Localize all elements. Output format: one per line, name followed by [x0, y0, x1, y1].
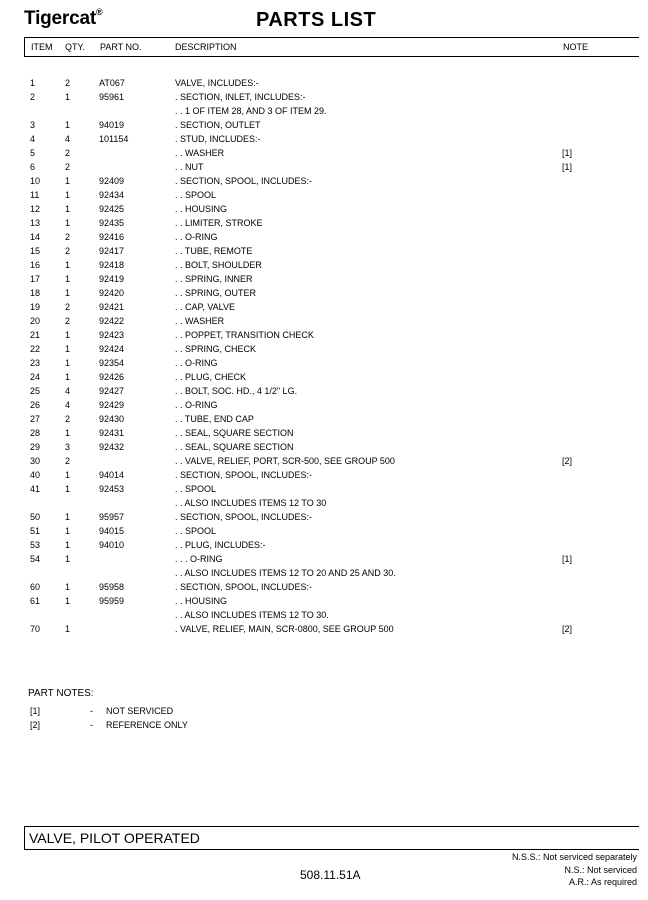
row-description: . . WASHER — [175, 316, 225, 326]
row-item: 18 — [30, 288, 41, 298]
table-row — [0, 370, 648, 384]
table-row — [0, 300, 648, 314]
row-description: . . SPRING, OUTER — [175, 288, 257, 298]
row-item: 23 — [30, 358, 41, 368]
row-qty: 1 — [65, 274, 71, 284]
row-description: . SECTION, SPOOL, INCLUDES:- — [175, 470, 313, 480]
legend-line: N.S.S.: Not serviced separately — [511, 852, 637, 862]
row-description: . . 1 OF ITEM 28, AND 3 OF ITEM 29. — [175, 106, 327, 116]
row-item: 10 — [30, 176, 41, 186]
row-description: . . TUBE, END CAP — [175, 414, 254, 424]
table-row — [0, 258, 648, 272]
row-qty: 1 — [65, 582, 71, 592]
table-row — [0, 314, 648, 328]
row-item: 16 — [30, 260, 41, 270]
row-part-no: 92424 — [99, 344, 125, 354]
row-description: . . VALVE, RELIEF, PORT, SCR-500, SEE GROUP 500 — [175, 456, 395, 466]
row-part-no: 94019 — [99, 120, 125, 130]
row-qty: 3 — [65, 442, 71, 452]
row-description: . . PLUG, CHECK — [175, 372, 247, 382]
row-item: 3 — [30, 120, 36, 130]
table-row — [0, 132, 648, 146]
legend-line: N.S.: Not serviced — [564, 864, 637, 875]
row-part-no: 92421 — [99, 302, 125, 312]
part-note-text: REFERENCE ONLY — [106, 720, 188, 730]
row-qty: 1 — [65, 190, 71, 200]
row-qty: 4 — [65, 400, 71, 410]
row-description: . . WASHER — [175, 148, 225, 158]
row-part-no: 92354 — [99, 358, 125, 368]
part-note-code: [1] — [30, 706, 41, 716]
row-qty: 4 — [65, 134, 71, 144]
brand-name: Tigercat — [24, 8, 96, 29]
part-note-dash: - — [90, 720, 93, 730]
table-row — [0, 90, 648, 104]
table-row — [0, 118, 648, 132]
row-qty: 1 — [65, 554, 71, 564]
row-item: 27 — [30, 414, 41, 424]
row-description: . . POPPET, TRANSITION CHECK — [175, 330, 314, 340]
row-qty: 2 — [65, 162, 71, 172]
table-row — [0, 328, 648, 342]
table-row — [0, 468, 648, 482]
row-description: . . SPRING, INNER — [175, 274, 253, 284]
row-part-no: 95961 — [99, 92, 125, 102]
row-qty: 1 — [65, 218, 71, 228]
abbreviation-legend — [512, 851, 637, 889]
row-qty: 1 — [65, 470, 71, 480]
row-description: . STUD, INCLUDES:- — [175, 134, 261, 144]
table-row — [0, 202, 648, 216]
row-part-no: 92432 — [99, 442, 125, 452]
row-qty: 2 — [65, 414, 71, 424]
row-description: . . O-RING — [175, 400, 218, 410]
row-qty: 1 — [65, 288, 71, 298]
row-qty: 1 — [65, 596, 71, 606]
registered-mark: ® — [95, 7, 103, 17]
table-row — [0, 440, 648, 454]
row-qty: 2 — [65, 302, 71, 312]
row-item: 25 — [30, 386, 41, 396]
row-item: 21 — [30, 330, 41, 340]
table-row — [0, 244, 648, 258]
row-description: . . SPOOL — [175, 190, 217, 200]
table-row — [0, 174, 648, 188]
row-description: . . SEAL, SQUARE SECTION — [175, 442, 294, 452]
row-item: 12 — [30, 204, 41, 214]
row-item: 15 — [30, 246, 41, 256]
row-item: 22 — [30, 344, 41, 354]
row-qty: 2 — [65, 232, 71, 242]
row-part-no: 95957 — [99, 512, 125, 522]
row-description: . SECTION, SPOOL, INCLUDES:- — [175, 582, 313, 592]
row-item: 20 — [30, 316, 41, 326]
column-header-note: NOTE — [563, 42, 589, 52]
row-description: . . . O-RING — [175, 554, 223, 564]
row-part-no: 92429 — [99, 400, 125, 410]
row-qty: 1 — [65, 372, 71, 382]
row-qty: 1 — [65, 330, 71, 340]
row-part-no: 92434 — [99, 190, 125, 200]
row-item: 1 — [30, 78, 36, 88]
row-item: 60 — [30, 582, 41, 592]
row-item: 41 — [30, 484, 41, 494]
column-header-part-no: PART NO. — [100, 42, 142, 52]
row-item: 70 — [30, 624, 41, 634]
row-note: [1] — [562, 554, 573, 564]
row-part-no: 92425 — [99, 204, 125, 214]
row-item: 5 — [30, 148, 36, 158]
part-notes-title: PART NOTES: — [28, 688, 94, 699]
table-row — [0, 594, 648, 608]
row-item: 19 — [30, 302, 41, 312]
page-title: PARTS LIST — [256, 9, 377, 31]
table-row — [0, 426, 648, 440]
legend-line: A.R.: As required — [568, 877, 637, 887]
row-description: . SECTION, SPOOL, INCLUDES:- — [175, 512, 313, 522]
table-row — [0, 580, 648, 594]
table-row — [0, 454, 648, 468]
row-item: 24 — [30, 372, 41, 382]
row-item: 50 — [30, 512, 41, 522]
table-row — [0, 524, 648, 538]
row-item: 14 — [30, 232, 41, 242]
row-description: . . O-RING — [175, 358, 218, 368]
row-part-no: 92420 — [99, 288, 125, 298]
table-row — [0, 608, 648, 622]
row-item: 11 — [30, 190, 40, 200]
row-item: 53 — [30, 540, 41, 550]
row-description: . . BOLT, SOC. HD., 4 1/2" LG. — [175, 386, 298, 396]
document-number: 508.11.51A — [300, 868, 361, 882]
part-note-dash: - — [90, 706, 93, 716]
row-part-no: 92417 — [99, 246, 125, 256]
row-part-no: 92419 — [99, 274, 125, 284]
row-item: 28 — [30, 428, 41, 438]
row-part-no: 92423 — [99, 330, 125, 340]
row-description: . . HOUSING — [175, 596, 228, 606]
table-row — [0, 188, 648, 202]
row-part-no: 94010 — [99, 540, 125, 550]
assembly-title: VALVE, PILOT OPERATED — [29, 830, 200, 846]
row-qty: 2 — [65, 456, 71, 466]
row-note: [2] — [562, 456, 573, 466]
row-part-no: 94015 — [99, 526, 125, 536]
row-item: 61 — [30, 596, 41, 606]
row-qty: 1 — [65, 176, 71, 186]
table-row — [0, 552, 648, 566]
row-item: 4 — [30, 134, 36, 144]
table-row — [0, 622, 648, 636]
row-qty: 1 — [65, 512, 71, 522]
table-row — [0, 160, 648, 174]
table-row — [0, 412, 648, 426]
table-row — [0, 566, 648, 580]
table-row — [0, 104, 648, 118]
row-note: [1] — [562, 148, 573, 158]
row-qty: 1 — [65, 344, 71, 354]
row-item: 51 — [30, 526, 41, 536]
row-qty: 1 — [65, 526, 71, 536]
row-description: . . CAP, VALVE — [175, 302, 236, 312]
part-note-code: [2] — [30, 720, 41, 730]
row-part-no: 92418 — [99, 260, 125, 270]
row-item: 17 — [30, 274, 41, 284]
row-description: . . BOLT, SHOULDER — [175, 260, 262, 270]
row-part-no: 92427 — [99, 386, 125, 396]
row-item: 30 — [30, 456, 41, 466]
row-description: . . ALSO INCLUDES ITEMS 12 TO 30. — [175, 610, 329, 620]
row-qty: 2 — [65, 148, 71, 158]
row-qty: 1 — [65, 92, 71, 102]
row-part-no: 92426 — [99, 372, 125, 382]
row-qty: 2 — [65, 246, 71, 256]
column-header-description: DESCRIPTION — [175, 42, 237, 52]
table-row — [0, 482, 648, 496]
table-row — [0, 510, 648, 524]
row-part-no: 92431 — [99, 428, 125, 438]
row-part-no: 94014 — [99, 470, 125, 480]
row-qty: 1 — [65, 540, 71, 550]
row-description: . . SPOOL — [175, 484, 217, 494]
table-row — [0, 384, 648, 398]
row-description: . SECTION, SPOOL, INCLUDES:- — [175, 176, 313, 186]
row-description: . SECTION, OUTLET — [175, 120, 261, 130]
row-part-no: 101154 — [99, 134, 129, 144]
row-item: 29 — [30, 442, 41, 452]
row-description: . . O-RING — [175, 232, 218, 242]
table-row — [0, 76, 648, 90]
row-part-no: 95959 — [99, 596, 125, 606]
table-row — [0, 398, 648, 412]
row-qty: 1 — [65, 204, 71, 214]
row-note: [2] — [562, 624, 573, 634]
row-note: [1] — [562, 162, 573, 172]
row-qty: 1 — [65, 624, 71, 634]
row-item: 54 — [30, 554, 41, 564]
column-header-qty: QTY. — [65, 42, 85, 52]
row-item: 13 — [30, 218, 41, 228]
row-description: . . ALSO INCLUDES ITEMS 12 TO 20 AND 25 AND 30. — [175, 568, 396, 578]
row-part-no: 95958 — [99, 582, 125, 592]
row-description: . . LIMITER, STROKE — [175, 218, 263, 228]
row-description: . SECTION, INLET, INCLUDES:- — [175, 92, 306, 102]
row-part-no: 92422 — [99, 316, 125, 326]
row-part-no: 92409 — [99, 176, 125, 186]
row-part-no: AT067 — [99, 78, 125, 88]
table-row — [0, 146, 648, 160]
row-description: VALVE, INCLUDES:- — [175, 78, 259, 88]
row-part-no: 92435 — [99, 218, 125, 228]
brand-logo — [24, 8, 102, 30]
row-item: 2 — [30, 92, 36, 102]
row-qty: 1 — [65, 120, 71, 130]
column-header-bar — [24, 37, 639, 57]
row-item: 40 — [30, 470, 41, 480]
row-part-no: 92416 — [99, 232, 125, 242]
row-description: . . HOUSING — [175, 204, 228, 214]
row-description: . . SEAL, SQUARE SECTION — [175, 428, 294, 438]
table-row — [0, 230, 648, 244]
row-qty: 1 — [65, 358, 71, 368]
row-part-no: 92430 — [99, 414, 125, 424]
row-qty: 2 — [65, 78, 71, 88]
row-qty: 2 — [65, 316, 71, 326]
row-qty: 4 — [65, 386, 71, 396]
row-description: . . NUT — [175, 162, 204, 172]
table-row — [0, 538, 648, 552]
row-description: . . PLUG, INCLUDES:- — [175, 540, 266, 550]
row-description: . . SPRING, CHECK — [175, 344, 257, 354]
row-description: . VALVE, RELIEF, MAIN, SCR-0800, SEE GROUP 500 — [175, 624, 394, 634]
part-note-text: NOT SERVICED — [106, 706, 174, 716]
row-part-no: 92453 — [99, 484, 125, 494]
table-row — [0, 342, 648, 356]
footer-title-bar — [24, 826, 639, 850]
table-row — [0, 272, 648, 286]
row-qty: 1 — [65, 484, 71, 494]
row-description: . . SPOOL — [175, 526, 217, 536]
table-row — [0, 216, 648, 230]
row-description: . . TUBE, REMOTE — [175, 246, 253, 256]
row-qty: 1 — [65, 428, 71, 438]
row-description: . . ALSO INCLUDES ITEMS 12 TO 30 — [175, 498, 327, 508]
column-header-item: ITEM — [31, 42, 53, 52]
row-item: 26 — [30, 400, 41, 410]
row-qty: 1 — [65, 260, 71, 270]
table-row — [0, 286, 648, 300]
table-row — [0, 356, 648, 370]
parts-table — [0, 76, 648, 636]
table-row — [0, 496, 648, 510]
row-item: 6 — [30, 162, 36, 172]
